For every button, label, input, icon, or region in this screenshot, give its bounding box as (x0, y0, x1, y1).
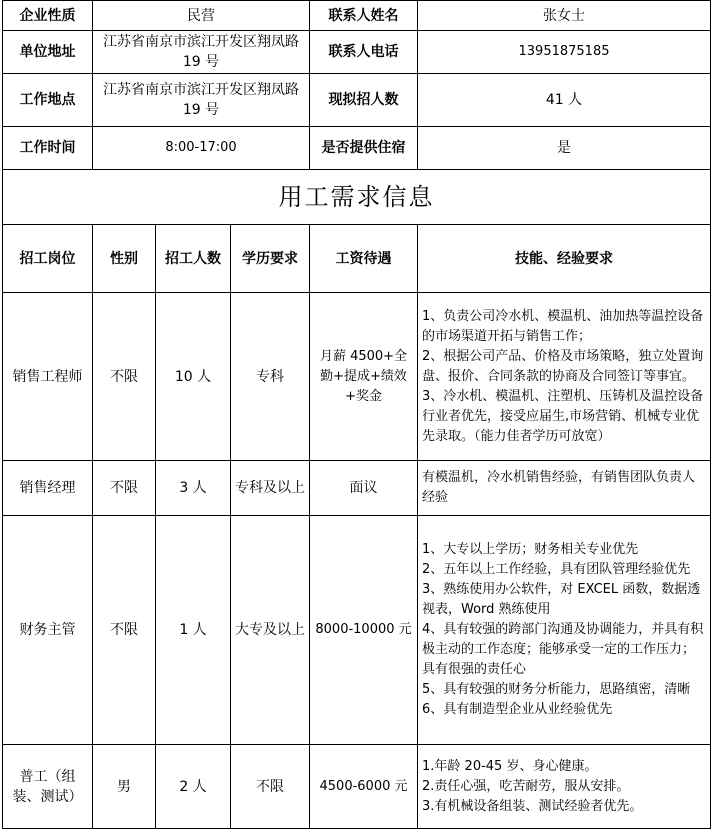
job-count: 10 人 (156, 293, 231, 461)
info-label: 联系人姓名 (310, 1, 418, 31)
job-education: 大专及以上 (231, 516, 310, 745)
job-count: 3 人 (156, 461, 231, 516)
info-value: 是 (418, 127, 711, 170)
job-row (3, 516, 711, 745)
job-skills (418, 293, 711, 461)
info-label: 企业性质 (3, 1, 93, 31)
skill-line: 1、负责公司冷水机、模温机、油加热等温控设备的市场渠道开拓与销售工作； (422, 308, 704, 344)
job-skills (418, 745, 711, 829)
skill-line: 1、大专以上学历；财务相关专业优先 (422, 542, 639, 557)
job-gender: 不限 (93, 516, 156, 745)
job-salary: 面议 (310, 461, 418, 516)
info-row (3, 31, 711, 74)
info-value: 民营 (93, 1, 310, 31)
header-salary: 工资待遇 (310, 225, 418, 293)
skill-line: 有模温机，冷水机销售经验，有销售团队负责人经验 (422, 470, 696, 505)
info-label: 现拟招人数 (310, 74, 418, 127)
job-row (3, 293, 711, 461)
job-position: 销售工程师 (3, 293, 93, 461)
info-label: 单位地址 (3, 31, 93, 74)
section-title-row (3, 170, 711, 225)
job-gender: 男 (93, 745, 156, 829)
job-skills (418, 461, 711, 516)
job-salary: 8000-10000 元 (310, 516, 418, 745)
recruitment-table (2, 0, 711, 829)
job-position: 销售经理 (3, 461, 93, 516)
header-gender: 性别 (93, 225, 156, 293)
job-salary: 月薪 4500+全勤+提成+绩效+奖金 (310, 293, 418, 461)
info-row (3, 1, 711, 31)
header-skills: 技能、经验要求 (418, 225, 711, 293)
job-row (3, 461, 711, 516)
job-education: 专科 (231, 293, 310, 461)
info-label: 联系人电话 (310, 31, 418, 74)
skill-line: 1.年龄 20-45 岁、身心健康。 (422, 758, 598, 774)
skill-line: 3、熟练使用办公软件，对 EXCEL 函数，数据透视表，Word 熟练使用 (422, 582, 701, 617)
skill-line: 3、冷水机、模温机、注塑机、压铸机及温控设备行业者优先，接受应届生,市场营销、机械专业优先录取。（能力佳者学历可放宽） (422, 388, 704, 444)
header-education: 学历要求 (231, 225, 310, 293)
header-count: 招工人数 (156, 225, 231, 293)
skill-line: 2.责任心强，吃苦耐劳，服从安排。 (422, 778, 630, 794)
info-label: 工作地点 (3, 74, 93, 127)
job-position: 财务主管 (3, 516, 93, 745)
skill-line: 4、具有较强的跨部门沟通及协调能力，并具有积极主动的工作态度；能够承受一定的工作压力；具有很强的责任心 (422, 622, 704, 677)
info-value: 8:00-17:00 (93, 127, 310, 170)
job-education: 不限 (231, 745, 310, 829)
skill-line: 5、具有较强的财务分析能力，思路缜密，清晰 (422, 682, 691, 697)
info-value: 江苏省南京市滨江开发区翔凤路 19 号 (93, 74, 310, 127)
header-position: 招工岗位 (3, 225, 93, 293)
info-row (3, 74, 711, 127)
job-position: 普工（组装、测试） (3, 745, 93, 829)
info-value: 13951875185 (418, 31, 711, 74)
jobs-header-row (3, 225, 711, 293)
section-title: 用工需求信息 (3, 170, 711, 225)
job-skills (418, 516, 711, 745)
job-education: 专科及以上 (231, 461, 310, 516)
skill-line: 2、根据公司产品、价格及市场策略，独立处置询盘、报价、合同条款的协商及合同签订等事宜。 (422, 348, 704, 384)
skill-line: 2、五年以上工作经验，具有团队管理经验优先 (422, 562, 691, 577)
job-row (3, 745, 711, 829)
skill-line: 6、具有制造型企业从业经验优先 (422, 702, 613, 717)
job-gender: 不限 (93, 293, 156, 461)
info-row (3, 127, 711, 170)
job-count: 1 人 (156, 516, 231, 745)
info-label: 工作时间 (3, 127, 93, 170)
skill-line: 3.有机械设备组装、测试经验者优先。 (422, 798, 643, 814)
job-salary: 4500-6000 元 (310, 745, 418, 829)
info-value: 41 人 (418, 74, 711, 127)
info-value: 张女士 (418, 1, 711, 31)
job-count: 2 人 (156, 745, 231, 829)
info-label: 是否提供住宿 (310, 127, 418, 170)
info-value: 江苏省南京市滨江开发区翔凤路 19 号 (93, 31, 310, 74)
job-gender: 不限 (93, 461, 156, 516)
